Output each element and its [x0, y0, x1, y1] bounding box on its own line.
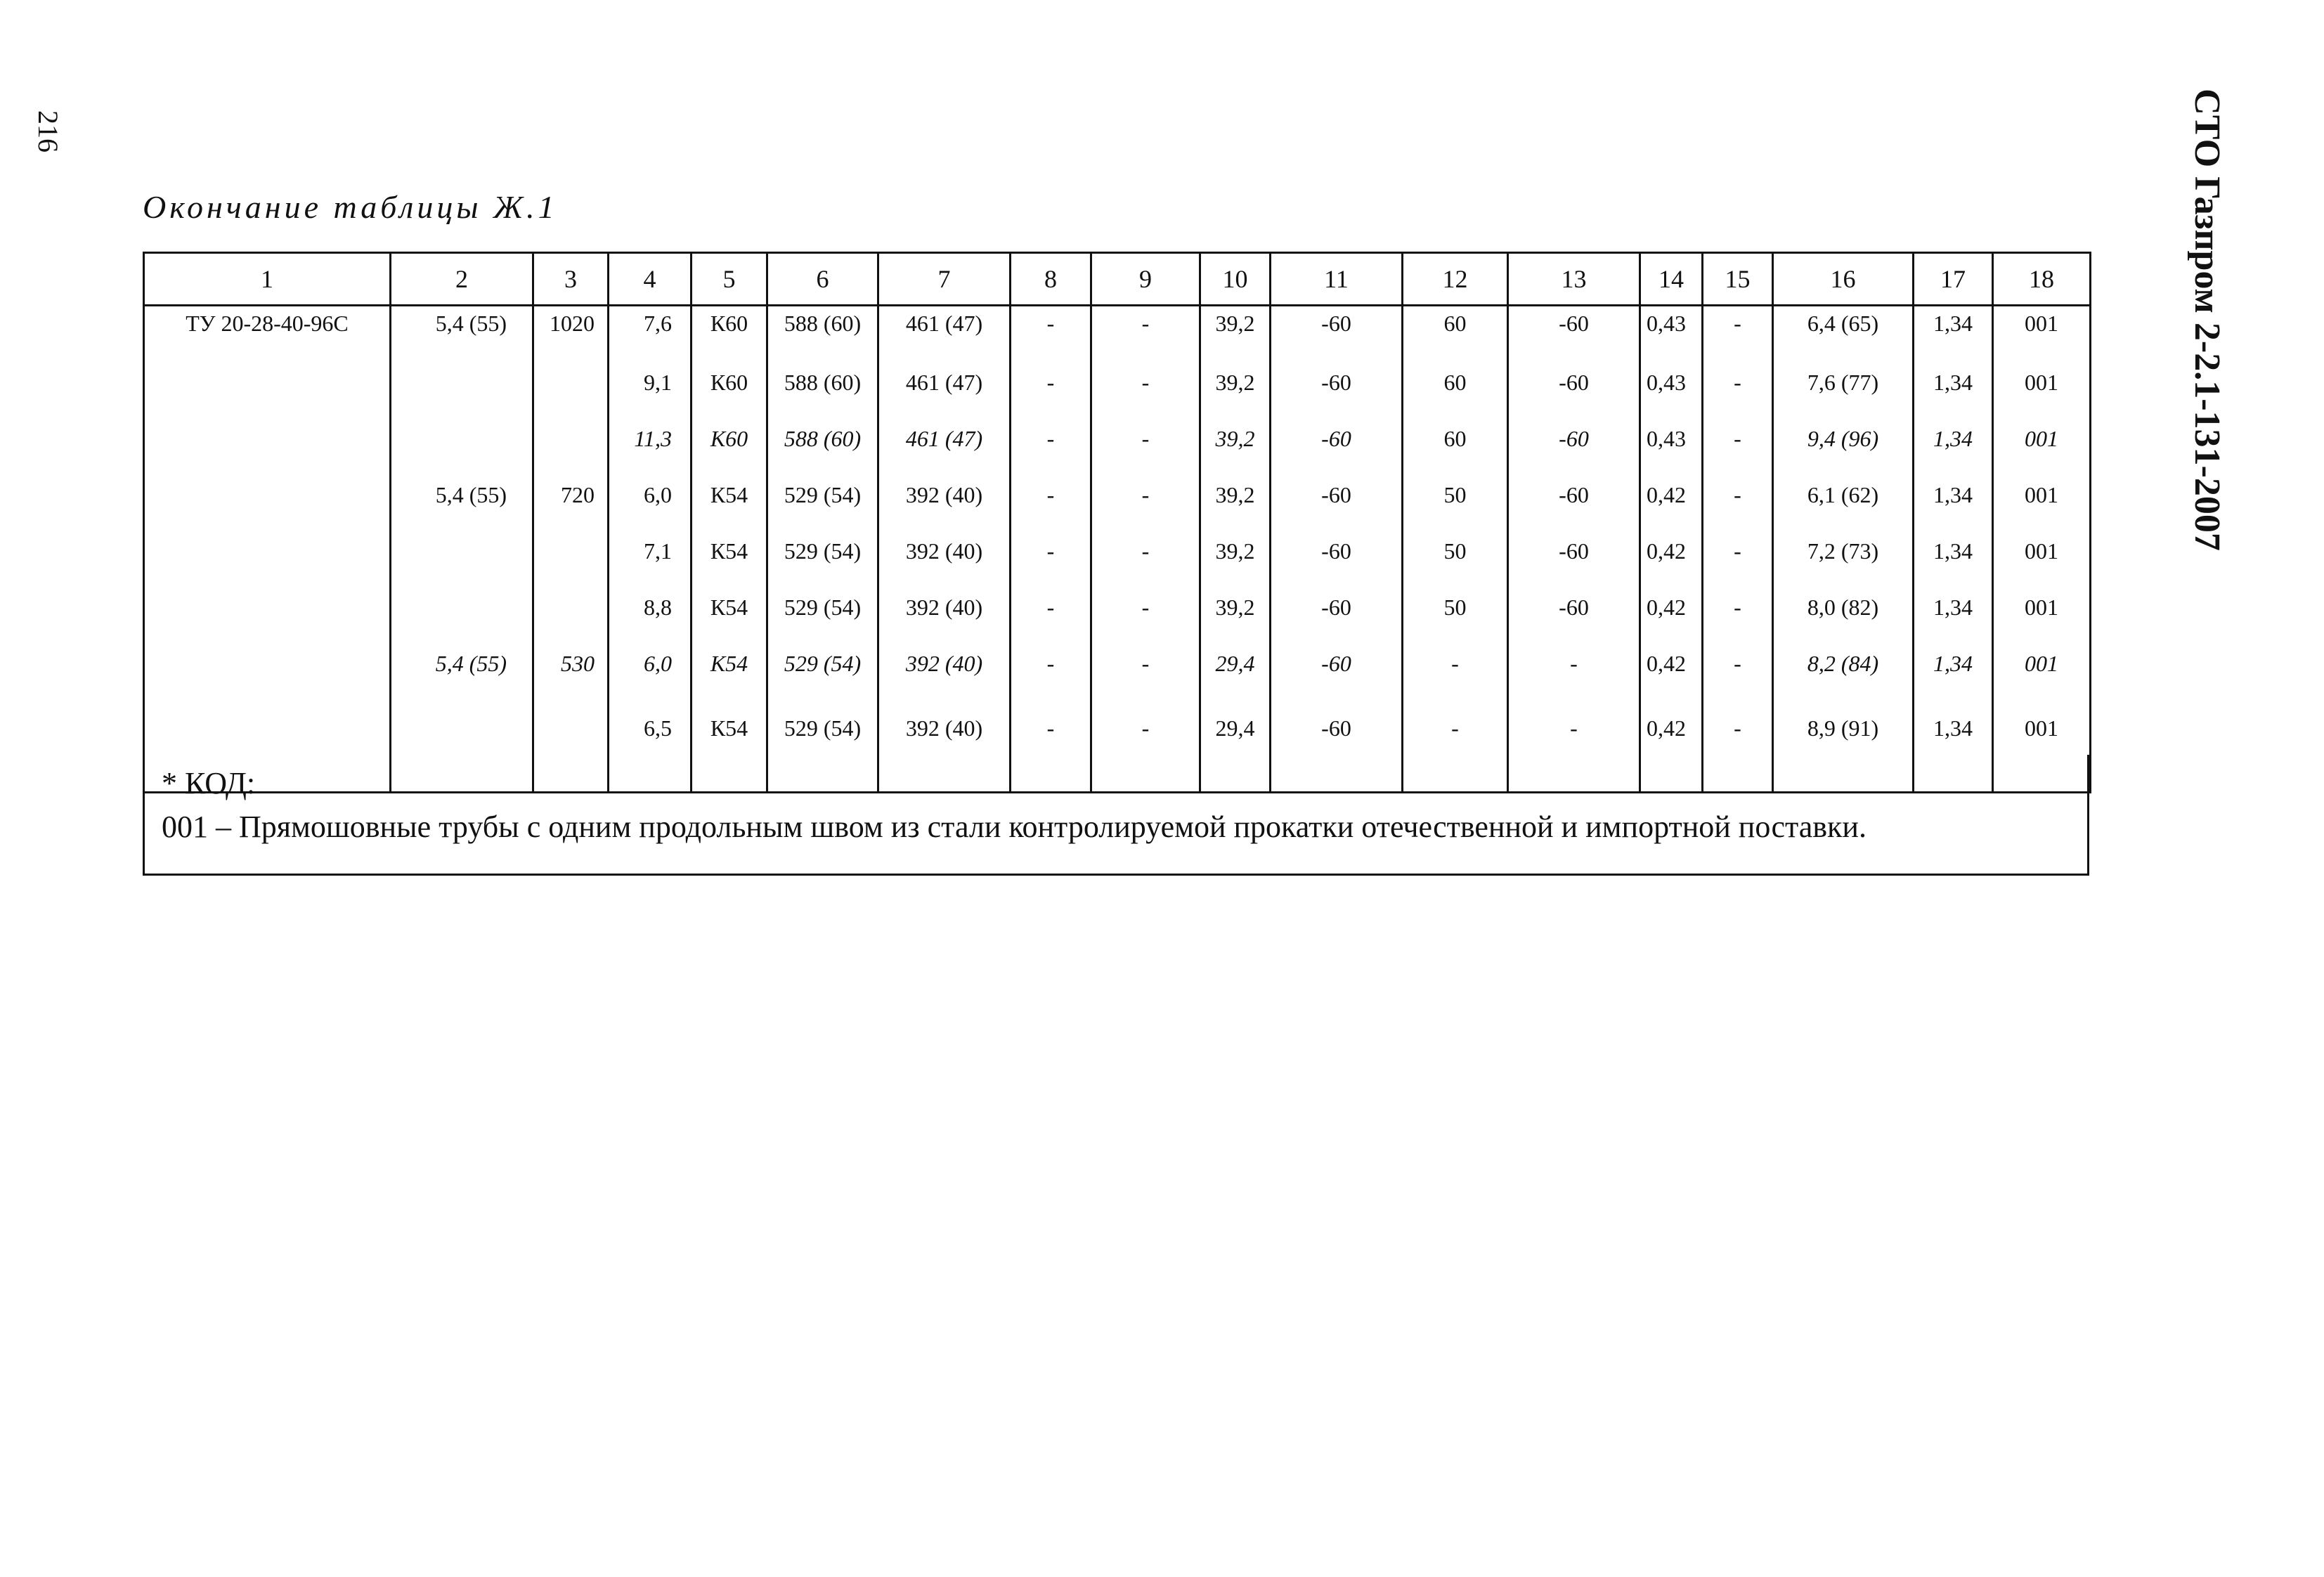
- table-cell: 588 (60): [767, 354, 878, 410]
- column-header: 9: [1091, 253, 1200, 306]
- table-cell: -: [1703, 354, 1773, 410]
- table-cell: 1020: [533, 306, 609, 355]
- table-cell: -60: [1508, 523, 1640, 579]
- table-row: [144, 523, 2091, 579]
- table-cell: 1,34: [1914, 467, 1993, 523]
- column-header: 6: [767, 253, 878, 306]
- table-cell: -: [1403, 692, 1508, 793]
- table-cell: 588 (60): [767, 306, 878, 355]
- table-cell: -: [1703, 635, 1773, 692]
- table-cell: 8,8: [609, 579, 692, 635]
- table-cell: 001: [1993, 579, 2091, 635]
- table-cell: -60: [1271, 354, 1403, 410]
- table-cell: 461 (47): [878, 354, 1011, 410]
- table-cell: 39,2: [1200, 306, 1271, 355]
- table-cell: 0,43: [1640, 306, 1703, 355]
- table-cell: К54: [692, 579, 767, 635]
- table-cell: 39,2: [1200, 467, 1271, 523]
- column-header: 5: [692, 253, 767, 306]
- table-cell: [533, 410, 609, 467]
- page-number: 216: [32, 110, 64, 152]
- table-cell: К60: [692, 306, 767, 355]
- table-cell: 0,42: [1640, 692, 1703, 793]
- table-cell: 0,43: [1640, 354, 1703, 410]
- table-cell: 529 (54): [767, 467, 878, 523]
- table-cell: [533, 579, 609, 635]
- table-cell: 001: [1993, 692, 2091, 793]
- table-cell: -60: [1271, 635, 1403, 692]
- table-cell: 39,2: [1200, 579, 1271, 635]
- table-cell: -60: [1508, 467, 1640, 523]
- table-cell: 001: [1993, 635, 2091, 692]
- table-cell: 39,2: [1200, 523, 1271, 579]
- table-cell: 7,2 (73): [1773, 523, 1914, 579]
- table-cell: 8,2 (84): [1773, 635, 1914, 692]
- table-cell: 7,6 (77): [1773, 354, 1914, 410]
- table-cell: -: [1508, 692, 1640, 793]
- column-header: 12: [1403, 253, 1508, 306]
- table-cell: 6,0: [609, 635, 692, 692]
- table-cell: -: [1011, 306, 1091, 355]
- table-cell: -: [1091, 467, 1200, 523]
- column-header: 7: [878, 253, 1011, 306]
- table-cell: -60: [1508, 410, 1640, 467]
- table-cell: 001: [1993, 306, 2091, 355]
- table-cell: 29,4: [1200, 635, 1271, 692]
- column-header: 2: [391, 253, 533, 306]
- table-cell: [144, 635, 391, 692]
- table-row: [144, 306, 2091, 355]
- table-cell: -: [1403, 635, 1508, 692]
- code-note: [143, 755, 2089, 876]
- table-cell: 001: [1993, 467, 2091, 523]
- table-cell: 001: [1993, 523, 2091, 579]
- column-header: 16: [1773, 253, 1914, 306]
- table-row: [144, 354, 2091, 410]
- table-cell: 6,0: [609, 467, 692, 523]
- table-cell: К60: [692, 354, 767, 410]
- table-cell: К54: [692, 523, 767, 579]
- table-cell: 9,4 (96): [1773, 410, 1914, 467]
- document-code: СТО Газпром 2-2.1-131-2007: [2187, 89, 2227, 551]
- table-cell: 39,2: [1200, 354, 1271, 410]
- note-line: 001 – Прямошовные трубы с одним продольным швом из стали контролируемой прокатки отечественной и импортной поставки.: [162, 810, 1867, 844]
- table-row: [144, 410, 2091, 467]
- table-cell: 50: [1403, 467, 1508, 523]
- table-cell: 60: [1403, 354, 1508, 410]
- table-cell: 529 (54): [767, 523, 878, 579]
- table-cell: [144, 579, 391, 635]
- table-cell: 6,1 (62): [1773, 467, 1914, 523]
- table-cell: 720: [533, 467, 609, 523]
- table-cell: -: [1091, 306, 1200, 355]
- table-cell: -60: [1271, 579, 1403, 635]
- table-caption: Окончание таблицы Ж.1: [143, 189, 558, 225]
- table-cell: -60: [1271, 523, 1403, 579]
- column-header: 1: [144, 253, 391, 306]
- table-row: [144, 467, 2091, 523]
- table-cell: К54: [692, 692, 767, 793]
- table-row: [144, 635, 2091, 692]
- table-cell: -: [1011, 410, 1091, 467]
- table-cell: -: [1091, 635, 1200, 692]
- table-cell: 7,6: [609, 306, 692, 355]
- table-cell: -: [1011, 692, 1091, 793]
- table-cell: -: [1011, 635, 1091, 692]
- table-cell: 392 (40): [878, 635, 1011, 692]
- table-cell: -: [1011, 579, 1091, 635]
- table-cell: 5,4 (55): [391, 635, 533, 692]
- table-cell: -: [1091, 692, 1200, 793]
- column-header: 13: [1508, 253, 1640, 306]
- table-cell: К54: [692, 467, 767, 523]
- column-header: 17: [1914, 253, 1993, 306]
- table-cell: -60: [1271, 467, 1403, 523]
- table-cell: 392 (40): [878, 467, 1011, 523]
- table-cell: 0,43: [1640, 410, 1703, 467]
- table-cell: 6,5: [609, 692, 692, 793]
- table-cell: -: [1091, 354, 1200, 410]
- table-cell: -60: [1271, 692, 1403, 793]
- table-cell: 1,34: [1914, 306, 1993, 355]
- table-cell: 530: [533, 635, 609, 692]
- table-cell: -: [1091, 579, 1200, 635]
- table-cell: 001: [1993, 354, 2091, 410]
- table-cell: 001: [1993, 410, 2091, 467]
- table-cell: 39,2: [1200, 410, 1271, 467]
- table-cell: -: [1011, 523, 1091, 579]
- table-cell: 1,34: [1914, 692, 1993, 793]
- table-cell: -60: [1271, 410, 1403, 467]
- table-cell: [144, 467, 391, 523]
- table-cell: -: [1703, 692, 1773, 793]
- table-cell: 0,42: [1640, 579, 1703, 635]
- table-cell: -: [1011, 467, 1091, 523]
- table-cell: 588 (60): [767, 410, 878, 467]
- table-cell: -: [1703, 306, 1773, 355]
- table-cell: 50: [1403, 579, 1508, 635]
- column-header: 8: [1011, 253, 1091, 306]
- note-title: * КОД:: [162, 766, 256, 800]
- table-cell: 6,4 (65): [1773, 306, 1914, 355]
- table-cell: 60: [1403, 306, 1508, 355]
- column-header: 10: [1200, 253, 1271, 306]
- table-cell: -60: [1271, 306, 1403, 355]
- table-cell: -: [1703, 579, 1773, 635]
- table-cell: [144, 354, 391, 410]
- column-header: 4: [609, 253, 692, 306]
- table-cell: 529 (54): [767, 692, 878, 793]
- table-cell: 11,3: [609, 410, 692, 467]
- column-header: 3: [533, 253, 609, 306]
- table-cell: -60: [1508, 579, 1640, 635]
- table-cell: 461 (47): [878, 306, 1011, 355]
- table-cell: 5,4 (55): [391, 467, 533, 523]
- table-cell: 0,42: [1640, 467, 1703, 523]
- table-cell: 5,4 (55): [391, 306, 533, 355]
- table-cell: 8,9 (91): [1773, 692, 1914, 793]
- table-cell: 529 (54): [767, 635, 878, 692]
- table-cell: [144, 523, 391, 579]
- column-header: 15: [1703, 253, 1773, 306]
- column-header: 14: [1640, 253, 1703, 306]
- table-cell: 529 (54): [767, 579, 878, 635]
- table-cell: [533, 354, 609, 410]
- table-cell: [144, 410, 391, 467]
- table-cell: К60: [692, 410, 767, 467]
- table-cell: 1,34: [1914, 410, 1993, 467]
- table-cell: -: [1091, 523, 1200, 579]
- table-cell: 461 (47): [878, 410, 1011, 467]
- table-cell: 0,42: [1640, 523, 1703, 579]
- table-cell: 8,0 (82): [1773, 579, 1914, 635]
- table-cell: [391, 354, 533, 410]
- table-cell: [391, 523, 533, 579]
- table-cell: 0,42: [1640, 635, 1703, 692]
- table-cell: 392 (40): [878, 579, 1011, 635]
- table-cell: 1,34: [1914, 635, 1993, 692]
- column-header: 18: [1993, 253, 2091, 306]
- table-cell: -: [1703, 523, 1773, 579]
- column-header: 11: [1271, 253, 1403, 306]
- table-cell: -: [1508, 635, 1640, 692]
- data-table: [143, 252, 2091, 793]
- table-cell: 60: [1403, 410, 1508, 467]
- table-cell: 9,1: [609, 354, 692, 410]
- table-cell: [533, 523, 609, 579]
- table-cell: -60: [1508, 354, 1640, 410]
- table-cell: -: [1091, 410, 1200, 467]
- table-cell: 392 (40): [878, 692, 1011, 793]
- table-cell: -: [1703, 467, 1773, 523]
- table-cell: 7,1: [609, 523, 692, 579]
- table-cell: 392 (40): [878, 523, 1011, 579]
- table-cell: 1,34: [1914, 523, 1993, 579]
- table-cell: 50: [1403, 523, 1508, 579]
- table-cell: -: [1011, 354, 1091, 410]
- header-row: [144, 253, 2091, 306]
- table-cell: -: [1703, 410, 1773, 467]
- table-cell: 29,4: [1200, 692, 1271, 793]
- table-cell: 1,34: [1914, 579, 1993, 635]
- table-cell: [391, 579, 533, 635]
- table-row: [144, 579, 2091, 635]
- table-cell: ТУ 20-28-40-96С: [144, 306, 391, 355]
- table-cell: 1,34: [1914, 354, 1993, 410]
- table-cell: К54: [692, 635, 767, 692]
- table-cell: -60: [1508, 306, 1640, 355]
- table-cell: [391, 410, 533, 467]
